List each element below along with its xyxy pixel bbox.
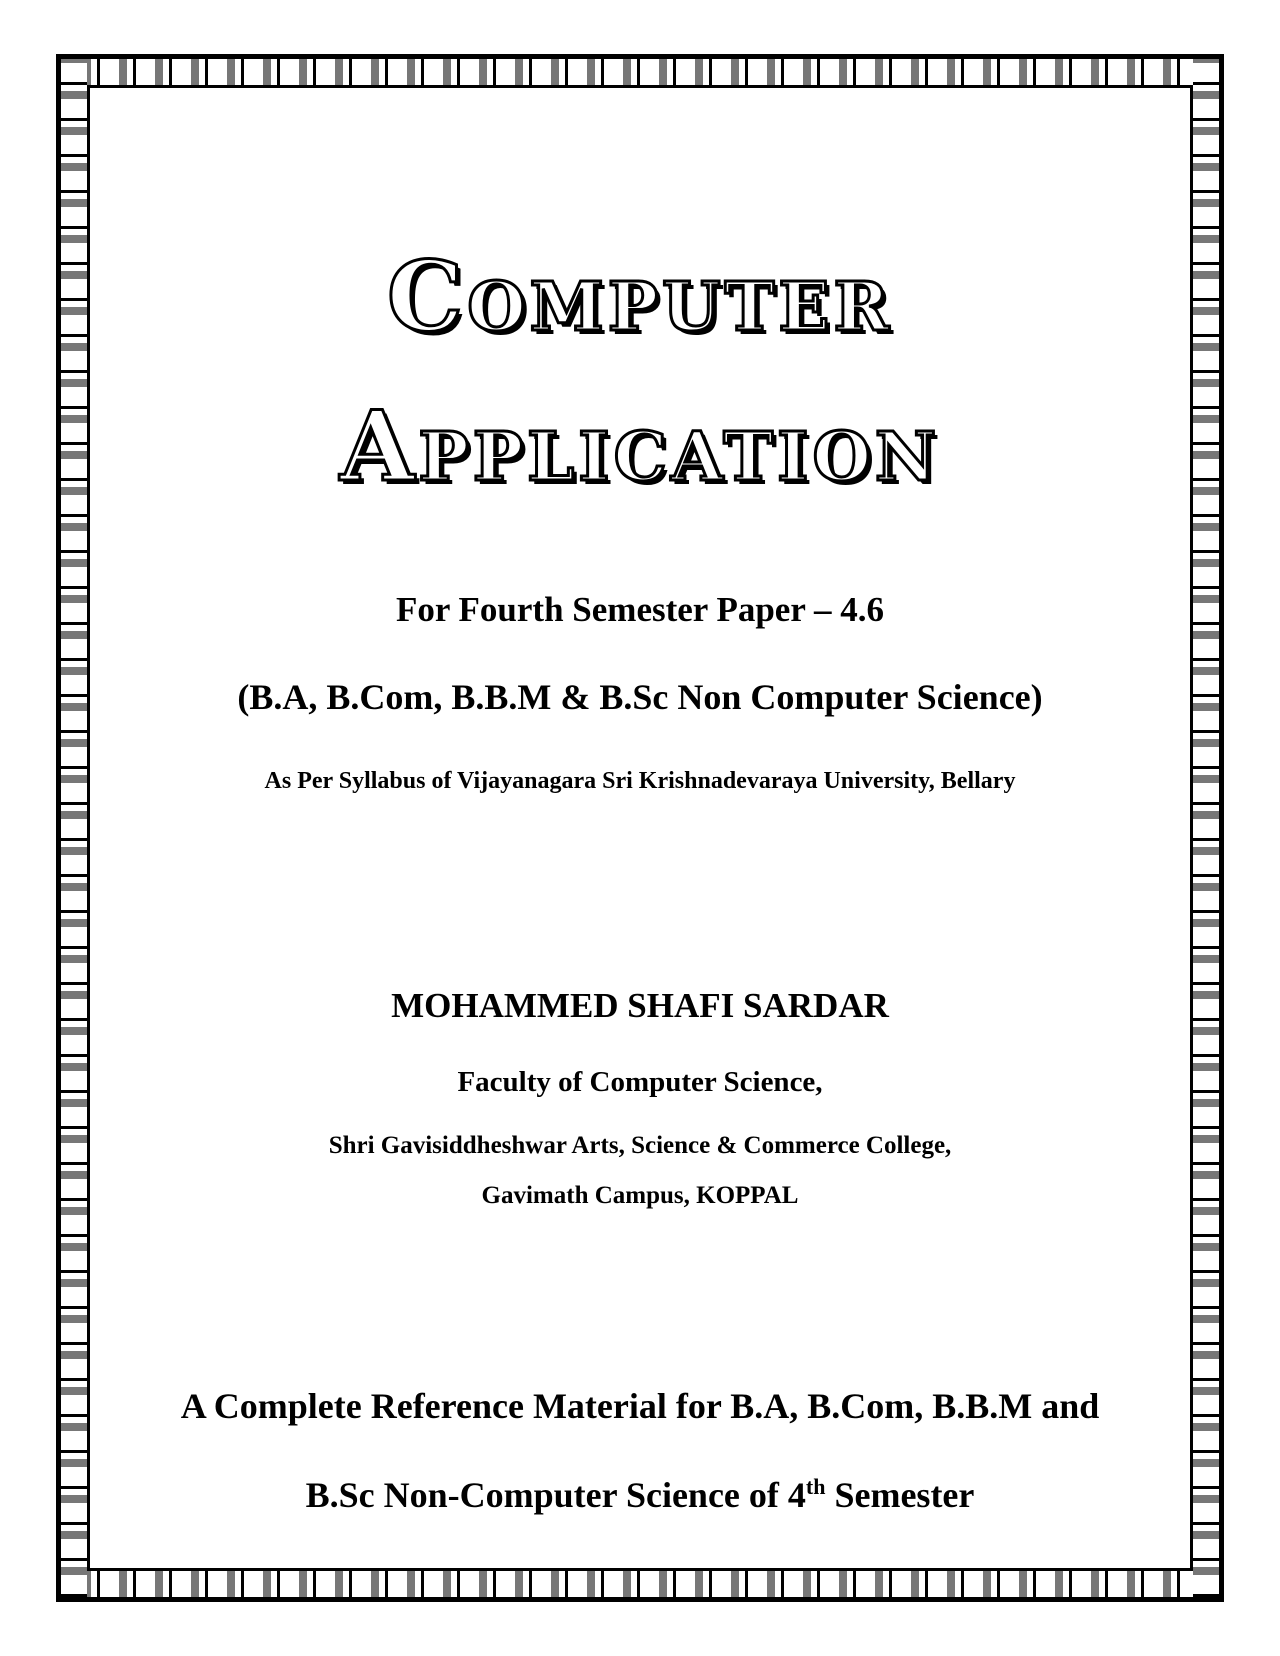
ordinal-suffix: th	[805, 1474, 826, 1499]
syllabus-note: As Per Syllabus of Vijayanagara Sri Krishnadevaraya University, Bellary	[264, 768, 1016, 794]
border-left-strip	[61, 59, 87, 1597]
cover-content	[86, 80, 1194, 1570]
reference-line-2-end: Semester	[825, 1475, 975, 1515]
reference-line-1: A Complete Reference Material for B.A, B.Com, B.B.M and	[180, 1386, 1100, 1426]
course-list: (B.A, B.Com, B.B.M & B.Sc Non Computer Science)	[237, 677, 1043, 717]
cover-title-line-1: Computer	[386, 240, 894, 353]
reference-line-2	[86, 1474, 1194, 1516]
semester-paper: For Fourth Semester Paper – 4.6	[396, 590, 884, 629]
reference-line-2-start: B.Sc Non-Computer Science of 4	[305, 1475, 806, 1515]
cover-title-line-2: Application	[339, 390, 941, 503]
author-college: Shri Gavisiddheshwar Arts, Science & Commerce College,	[328, 1132, 952, 1159]
border-right-strip	[1193, 59, 1219, 1597]
author-name: MOHAMMED SHAFI SARDAR	[391, 986, 889, 1025]
author-campus: Gavimath Campus, KOPPAL	[481, 1182, 799, 1209]
author-position: Faculty of Computer Science,	[457, 1066, 823, 1098]
